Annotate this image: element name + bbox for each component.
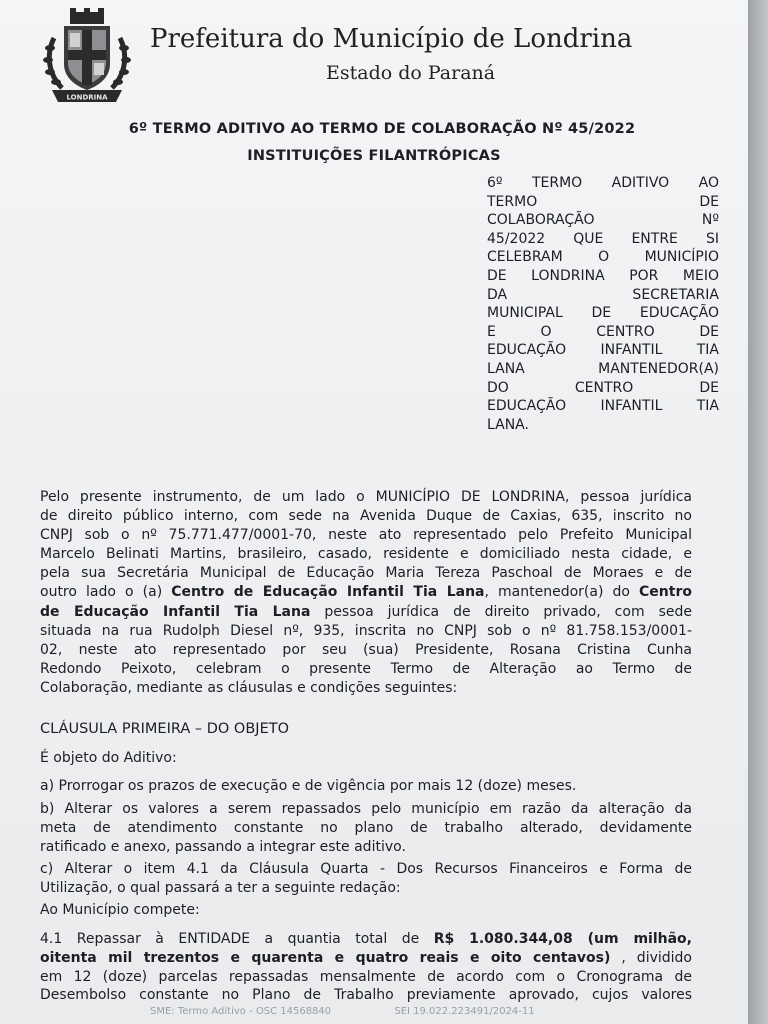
paragraph-line: Desembolso constante no Plano de Trabalho previamente aprovado, cujos valores bbox=[40, 987, 692, 1004]
ementa-line: TERMO DE bbox=[487, 193, 719, 210]
municipio-compete bbox=[40, 901, 692, 920]
document-subheading: INSTITUIÇÕES FILANTRÓPICAS bbox=[247, 148, 501, 164]
entity-name: de Educação Infantil Tia Lana bbox=[40, 603, 311, 620]
ementa-line: EDUCAÇÃO INFANTIL TIA bbox=[487, 398, 719, 415]
ementa-line: LANA MANTENEDOR(A) bbox=[487, 360, 719, 377]
paragraph-line: c) Alterar o item 4.1 da Cláusula Quarta - Dos Recursos Financeiros e Forma de bbox=[40, 861, 692, 877]
ementa-line: E O CENTRO DE bbox=[487, 323, 719, 340]
paragraph-line: Pelo presente instrumento, de um lado o MUNICÍPIO DE LONDRINA, pessoa jurídica bbox=[40, 489, 692, 505]
paragraph-line: Utilização, o qual passará a ter a seguinte redação: bbox=[40, 880, 401, 897]
paragraph-line: situada na rua Rudolph Diesel nº, 935, inscrita no CNPJ sob o nº 81.758.153/0001- bbox=[40, 622, 692, 639]
paragraph-line: pela sua Secretária Municipal de Educação Maria Tereza Paschoal de Moraes e de bbox=[40, 565, 692, 582]
paragraph-line: CNPJ sob o nº 75.771.477/0001-70, neste ato representado pelo Prefeito Municipal bbox=[40, 527, 692, 544]
text-run: 4.1 Repassar à ENTIDADE a quantia total de bbox=[40, 931, 434, 947]
footer-left: SME: Termo Aditivo - OSC 14568840 bbox=[150, 1006, 332, 1017]
ementa-line: DO CENTRO DE bbox=[487, 379, 719, 396]
entity-name: Centro bbox=[639, 584, 692, 601]
page-subtitle: Estado do Paraná bbox=[326, 62, 496, 84]
paragraph-line bbox=[40, 949, 692, 968]
footer-right: SEI 19.022.223491/2024-11 bbox=[394, 1006, 535, 1017]
page-edge-shadow bbox=[748, 0, 768, 1024]
ementa-line: MUNICIPAL DE EDUCAÇÃO bbox=[487, 305, 719, 322]
amount-value: R$ 1.080.344,08 (um milhão, bbox=[433, 931, 692, 947]
paragraph-line: meta de atendimento constante no plano de trabalho alterado, devidamente bbox=[40, 820, 692, 837]
ementa-line: CELEBRAM O MUNICÍPIO bbox=[487, 249, 719, 266]
paragraph-line bbox=[40, 583, 692, 602]
item-a bbox=[40, 777, 692, 796]
ementa-line: COLABORAÇÃO Nº bbox=[487, 212, 719, 229]
page-footer bbox=[150, 1006, 710, 1017]
text-run: , mantenedor(a) do bbox=[484, 584, 640, 601]
paragraph-line: 02, neste ato representado por seu (sua) Presidente, Rosana Cristina Cunha bbox=[40, 641, 692, 658]
preamble-paragraph bbox=[40, 488, 692, 698]
document-heading: 6º TERMO ADITIVO AO TERMO DE COLABORAÇÃO Nº 45/2022 bbox=[128, 121, 636, 137]
paragraph-line: de direito público interno, com sede na Avenida Duque de Caxias, 635, inscrito no bbox=[40, 508, 692, 525]
paragraph-line: Redondo Peixoto, celebram o presente Termo de Alteração ao Termo de bbox=[40, 660, 692, 677]
page-title: Prefeitura do Município de Londrina bbox=[150, 24, 633, 54]
paragraph-line: em 12 (doze) parcelas repassadas mensalmente de acordo com o Cronograma de bbox=[40, 968, 692, 985]
item-4-1 bbox=[40, 930, 692, 1005]
paragraph-line: ratificado e anexo, passando a integrar este aditivo. bbox=[40, 839, 406, 856]
paragraph-line: b) Alterar os valores a serem repassados pelo município em razão da alteração da bbox=[40, 801, 692, 817]
item-c bbox=[40, 860, 692, 898]
clause-title: CLÁUSULA PRIMEIRA – DO OBJETO bbox=[40, 721, 289, 737]
text-run: pessoa jurídica de direito privado, com sede bbox=[310, 603, 692, 620]
ementa-line: LANA. bbox=[487, 416, 529, 433]
paragraph-line: Colaboração, mediante as cláusulas e condições seguintes: bbox=[40, 679, 458, 696]
paragraph-line: É objeto do Aditivo: bbox=[40, 750, 177, 766]
crest-banner-text: LONDRINA bbox=[66, 93, 108, 102]
paragraph-line: Marcelo Belinati Martins, brasileiro, casado, residente e domiciliado nesta cidade, e bbox=[40, 546, 692, 563]
paragraph-line: a) Prorrogar os prazos de execução e de vigência por mais 12 (doze) meses. bbox=[40, 778, 577, 794]
amount-in-words: oitenta mil trezentos e quarenta e quatro reais e oito centavos) bbox=[40, 949, 611, 966]
text-run: , dividido bbox=[610, 949, 692, 966]
item-b bbox=[40, 800, 692, 857]
ementa-line: EDUCAÇÃO INFANTIL TIA bbox=[487, 342, 719, 359]
ementa-line: 6º TERMO ADITIVO AO bbox=[487, 175, 719, 191]
text-run: outro lado o (a) bbox=[40, 584, 172, 601]
paragraph-line bbox=[40, 930, 692, 949]
ementa-line: 45/2022 QUE ENTRE SI bbox=[487, 230, 719, 247]
paragraph-line: Ao Município compete: bbox=[40, 902, 200, 918]
ementa-line: DE LONDRINA POR MEIO bbox=[487, 267, 719, 284]
object-intro bbox=[40, 749, 692, 768]
ementa-block bbox=[487, 174, 719, 434]
entity-name: Centro de Educação Infantil Tia Lana bbox=[171, 584, 485, 601]
ementa-line: DA SECRETARIA bbox=[487, 286, 719, 303]
londrina-coat-of-arms-icon bbox=[40, 8, 134, 104]
paragraph-line bbox=[40, 603, 692, 622]
